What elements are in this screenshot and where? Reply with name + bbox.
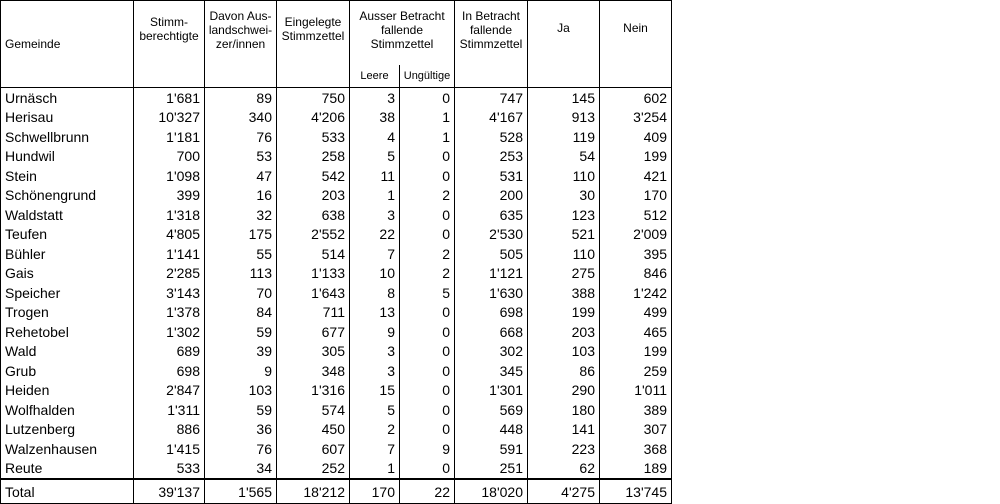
cell-eingelegte: 533 — [277, 127, 350, 147]
cell-nein: 368 — [600, 439, 672, 459]
cell-ja: 123 — [528, 205, 600, 225]
cell-nein: 409 — [600, 127, 672, 147]
cell-auslandschweizer: 1'565 — [205, 479, 277, 504]
cell-gemeinde: Total — [1, 479, 134, 504]
cell-eingelegte: 258 — [277, 147, 350, 167]
table-row — [1, 166, 672, 186]
cell-auslandschweizer: 70 — [205, 283, 277, 303]
cell-gemeinde: Hundwil — [1, 147, 134, 167]
cell-ungueltige: 0 — [400, 342, 455, 362]
cell-in-betracht: 18'020 — [455, 479, 528, 504]
cell-ungueltige: 0 — [400, 205, 455, 225]
header-gemeinde: Gemeinde — [1, 1, 134, 88]
cell-auslandschweizer: 9 — [205, 361, 277, 381]
header-ungueltige: Ungültige — [400, 65, 455, 88]
cell-gemeinde: Bühler — [1, 244, 134, 264]
header-eingelegte: Eingelegte Stimmzettel — [277, 1, 350, 88]
cell-in-betracht: 635 — [455, 205, 528, 225]
cell-ungueltige: 1 — [400, 108, 455, 128]
cell-stimmberechtigte: 4'805 — [134, 225, 205, 245]
cell-auslandschweizer: 113 — [205, 264, 277, 284]
cell-auslandschweizer: 34 — [205, 459, 277, 480]
cell-nein: 465 — [600, 322, 672, 342]
cell-ja: 103 — [528, 342, 600, 362]
cell-leere: 22 — [350, 225, 400, 245]
table-row — [1, 439, 672, 459]
cell-eingelegte: 1'316 — [277, 381, 350, 401]
cell-stimmberechtigte: 1'415 — [134, 439, 205, 459]
cell-eingelegte: 750 — [277, 88, 350, 108]
cell-eingelegte: 18'212 — [277, 479, 350, 504]
table-row — [1, 361, 672, 381]
cell-auslandschweizer: 175 — [205, 225, 277, 245]
cell-ja: 203 — [528, 322, 600, 342]
cell-in-betracht: 505 — [455, 244, 528, 264]
cell-leere: 10 — [350, 264, 400, 284]
cell-nein: 2'009 — [600, 225, 672, 245]
cell-stimmberechtigte: 1'141 — [134, 244, 205, 264]
cell-gemeinde: Lutzenberg — [1, 420, 134, 440]
cell-gemeinde: Heiden — [1, 381, 134, 401]
cell-leere: 3 — [350, 342, 400, 362]
table-row — [1, 244, 672, 264]
table-row — [1, 283, 672, 303]
cell-stimmberechtigte: 700 — [134, 147, 205, 167]
cell-leere: 4 — [350, 127, 400, 147]
cell-gemeinde: Waldstatt — [1, 205, 134, 225]
cell-in-betracht: 569 — [455, 400, 528, 420]
cell-gemeinde: Wolfhalden — [1, 400, 134, 420]
table-row — [1, 147, 672, 167]
cell-auslandschweizer: 55 — [205, 244, 277, 264]
header-ausser-betracht: Ausser Betracht fallende Stimmzettel — [350, 1, 455, 66]
cell-ungueltige: 1 — [400, 127, 455, 147]
cell-auslandschweizer: 36 — [205, 420, 277, 440]
cell-nein: 199 — [600, 342, 672, 362]
cell-leere: 5 — [350, 400, 400, 420]
cell-ungueltige: 2 — [400, 186, 455, 206]
header-auslandschweizer: Davon Aus- landschwei- zer/innen — [205, 1, 277, 88]
cell-ja: 223 — [528, 439, 600, 459]
cell-leere: 8 — [350, 283, 400, 303]
cell-auslandschweizer: 39 — [205, 342, 277, 362]
cell-ungueltige: 0 — [400, 361, 455, 381]
cell-eingelegte: 4'206 — [277, 108, 350, 128]
cell-ja: 290 — [528, 381, 600, 401]
cell-nein: 199 — [600, 147, 672, 167]
cell-eingelegte: 305 — [277, 342, 350, 362]
cell-ungueltige: 0 — [400, 303, 455, 323]
cell-gemeinde: Rehetobel — [1, 322, 134, 342]
table-row — [1, 205, 672, 225]
cell-gemeinde: Urnäsch — [1, 88, 134, 108]
cell-stimmberechtigte: 1'181 — [134, 127, 205, 147]
cell-nein: 259 — [600, 361, 672, 381]
cell-gemeinde: Herisau — [1, 108, 134, 128]
cell-eingelegte: 203 — [277, 186, 350, 206]
cell-auslandschweizer: 84 — [205, 303, 277, 323]
cell-ja: 199 — [528, 303, 600, 323]
cell-ungueltige: 5 — [400, 283, 455, 303]
cell-eingelegte: 711 — [277, 303, 350, 323]
cell-leere: 11 — [350, 166, 400, 186]
cell-ungueltige: 2 — [400, 244, 455, 264]
cell-gemeinde: Wald — [1, 342, 134, 362]
cell-ungueltige: 0 — [400, 225, 455, 245]
cell-stimmberechtigte: 1'311 — [134, 400, 205, 420]
cell-in-betracht: 531 — [455, 166, 528, 186]
cell-in-betracht: 1'121 — [455, 264, 528, 284]
cell-ungueltige: 0 — [400, 88, 455, 108]
cell-eingelegte: 1'643 — [277, 283, 350, 303]
cell-in-betracht: 2'530 — [455, 225, 528, 245]
cell-eingelegte: 514 — [277, 244, 350, 264]
cell-nein: 421 — [600, 166, 672, 186]
cell-gemeinde: Grub — [1, 361, 134, 381]
cell-in-betracht: 448 — [455, 420, 528, 440]
cell-nein: 1'242 — [600, 283, 672, 303]
cell-gemeinde: Speicher — [1, 283, 134, 303]
cell-ungueltige: 0 — [400, 381, 455, 401]
cell-in-betracht: 345 — [455, 361, 528, 381]
cell-ungueltige: 0 — [400, 459, 455, 480]
cell-ja: 62 — [528, 459, 600, 480]
cell-leere: 1 — [350, 186, 400, 206]
cell-leere: 3 — [350, 88, 400, 108]
table-row — [1, 381, 672, 401]
cell-gemeinde: Trogen — [1, 303, 134, 323]
header-row — [1, 1, 672, 66]
table-row — [1, 400, 672, 420]
cell-stimmberechtigte: 1'098 — [134, 166, 205, 186]
cell-ja: 110 — [528, 166, 600, 186]
cell-auslandschweizer: 59 — [205, 322, 277, 342]
cell-auslandschweizer: 89 — [205, 88, 277, 108]
cell-stimmberechtigte: 1'302 — [134, 322, 205, 342]
header-leere: Leere — [350, 65, 400, 88]
cell-eingelegte: 607 — [277, 439, 350, 459]
table-row — [1, 108, 672, 128]
cell-leere: 5 — [350, 147, 400, 167]
cell-nein: 189 — [600, 459, 672, 480]
cell-ja: 180 — [528, 400, 600, 420]
cell-stimmberechtigte: 10'327 — [134, 108, 205, 128]
header-in-betracht: In Betracht fallende Stimmzettel — [455, 1, 528, 88]
cell-nein: 307 — [600, 420, 672, 440]
cell-gemeinde: Schwellbrunn — [1, 127, 134, 147]
cell-ungueltige: 0 — [400, 322, 455, 342]
cell-auslandschweizer: 103 — [205, 381, 277, 401]
cell-ja: 913 — [528, 108, 600, 128]
cell-ja: 388 — [528, 283, 600, 303]
cell-auslandschweizer: 16 — [205, 186, 277, 206]
cell-ja: 30 — [528, 186, 600, 206]
cell-eingelegte: 542 — [277, 166, 350, 186]
cell-nein: 389 — [600, 400, 672, 420]
table-row — [1, 420, 672, 440]
cell-gemeinde: Gais — [1, 264, 134, 284]
cell-ungueltige: 0 — [400, 147, 455, 167]
cell-stimmberechtigte: 2'285 — [134, 264, 205, 284]
cell-stimmberechtigte: 689 — [134, 342, 205, 362]
cell-eingelegte: 252 — [277, 459, 350, 480]
cell-nein: 3'254 — [600, 108, 672, 128]
cell-nein: 512 — [600, 205, 672, 225]
cell-in-betracht: 1'301 — [455, 381, 528, 401]
cell-leere: 3 — [350, 361, 400, 381]
cell-eingelegte: 2'552 — [277, 225, 350, 245]
cell-stimmberechtigte: 399 — [134, 186, 205, 206]
cell-nein: 395 — [600, 244, 672, 264]
cell-auslandschweizer: 59 — [205, 400, 277, 420]
cell-in-betracht: 528 — [455, 127, 528, 147]
cell-ja: 119 — [528, 127, 600, 147]
cell-ungueltige: 0 — [400, 166, 455, 186]
cell-ungueltige: 22 — [400, 479, 455, 504]
cell-leere: 38 — [350, 108, 400, 128]
cell-stimmberechtigte: 533 — [134, 459, 205, 480]
cell-auslandschweizer: 32 — [205, 205, 277, 225]
cell-ja: 145 — [528, 88, 600, 108]
cell-leere: 1 — [350, 459, 400, 480]
cell-ja: 141 — [528, 420, 600, 440]
cell-in-betracht: 747 — [455, 88, 528, 108]
cell-leere: 2 — [350, 420, 400, 440]
cell-gemeinde: Teufen — [1, 225, 134, 245]
cell-gemeinde: Reute — [1, 459, 134, 480]
cell-in-betracht: 253 — [455, 147, 528, 167]
cell-in-betracht: 668 — [455, 322, 528, 342]
table-row — [1, 322, 672, 342]
cell-leere: 9 — [350, 322, 400, 342]
cell-gemeinde: Stein — [1, 166, 134, 186]
cell-in-betracht: 591 — [455, 439, 528, 459]
cell-eingelegte: 677 — [277, 322, 350, 342]
cell-leere: 7 — [350, 244, 400, 264]
table-row — [1, 342, 672, 362]
cell-auslandschweizer: 76 — [205, 127, 277, 147]
cell-auslandschweizer: 53 — [205, 147, 277, 167]
cell-leere: 13 — [350, 303, 400, 323]
cell-in-betracht: 4'167 — [455, 108, 528, 128]
cell-eingelegte: 348 — [277, 361, 350, 381]
cell-ja: 275 — [528, 264, 600, 284]
cell-nein: 1'011 — [600, 381, 672, 401]
cell-stimmberechtigte: 1'378 — [134, 303, 205, 323]
cell-in-betracht: 200 — [455, 186, 528, 206]
cell-stimmberechtigte: 3'143 — [134, 283, 205, 303]
cell-in-betracht: 251 — [455, 459, 528, 480]
cell-ja: 86 — [528, 361, 600, 381]
cell-stimmberechtigte: 698 — [134, 361, 205, 381]
cell-nein: 602 — [600, 88, 672, 108]
cell-nein: 13'745 — [600, 479, 672, 504]
cell-ungueltige: 0 — [400, 420, 455, 440]
cell-stimmberechtigte: 2'847 — [134, 381, 205, 401]
cell-ungueltige: 0 — [400, 400, 455, 420]
cell-stimmberechtigte: 1'318 — [134, 205, 205, 225]
cell-gemeinde: Schönengrund — [1, 186, 134, 206]
cell-leere: 3 — [350, 205, 400, 225]
cell-in-betracht: 698 — [455, 303, 528, 323]
cell-ja: 54 — [528, 147, 600, 167]
header-nein: Nein — [600, 1, 672, 88]
cell-stimmberechtigte: 39'137 — [134, 479, 205, 504]
table-row — [1, 186, 672, 206]
cell-leere: 170 — [350, 479, 400, 504]
table-row — [1, 459, 672, 480]
cell-stimmberechtigte: 886 — [134, 420, 205, 440]
table-row — [1, 88, 672, 108]
cell-auslandschweizer: 47 — [205, 166, 277, 186]
table-row — [1, 303, 672, 323]
cell-ja: 110 — [528, 244, 600, 264]
cell-eingelegte: 450 — [277, 420, 350, 440]
cell-nein: 499 — [600, 303, 672, 323]
cell-leere: 7 — [350, 439, 400, 459]
header-stimmberechtigte: Stimm- berechtigte — [134, 1, 205, 88]
table-row — [1, 264, 672, 284]
cell-eingelegte: 638 — [277, 205, 350, 225]
cell-nein: 846 — [600, 264, 672, 284]
cell-ja: 521 — [528, 225, 600, 245]
cell-auslandschweizer: 76 — [205, 439, 277, 459]
cell-nein: 170 — [600, 186, 672, 206]
cell-leere: 15 — [350, 381, 400, 401]
cell-in-betracht: 1'630 — [455, 283, 528, 303]
cell-auslandschweizer: 340 — [205, 108, 277, 128]
cell-eingelegte: 574 — [277, 400, 350, 420]
cell-ja: 4'275 — [528, 479, 600, 504]
cell-gemeinde: Walzenhausen — [1, 439, 134, 459]
table-row — [1, 225, 672, 245]
header-ja: Ja — [528, 1, 600, 88]
cell-in-betracht: 302 — [455, 342, 528, 362]
table-row — [1, 127, 672, 147]
cell-eingelegte: 1'133 — [277, 264, 350, 284]
cell-ungueltige: 9 — [400, 439, 455, 459]
cell-stimmberechtigte: 1'681 — [134, 88, 205, 108]
cell-ungueltige: 2 — [400, 264, 455, 284]
